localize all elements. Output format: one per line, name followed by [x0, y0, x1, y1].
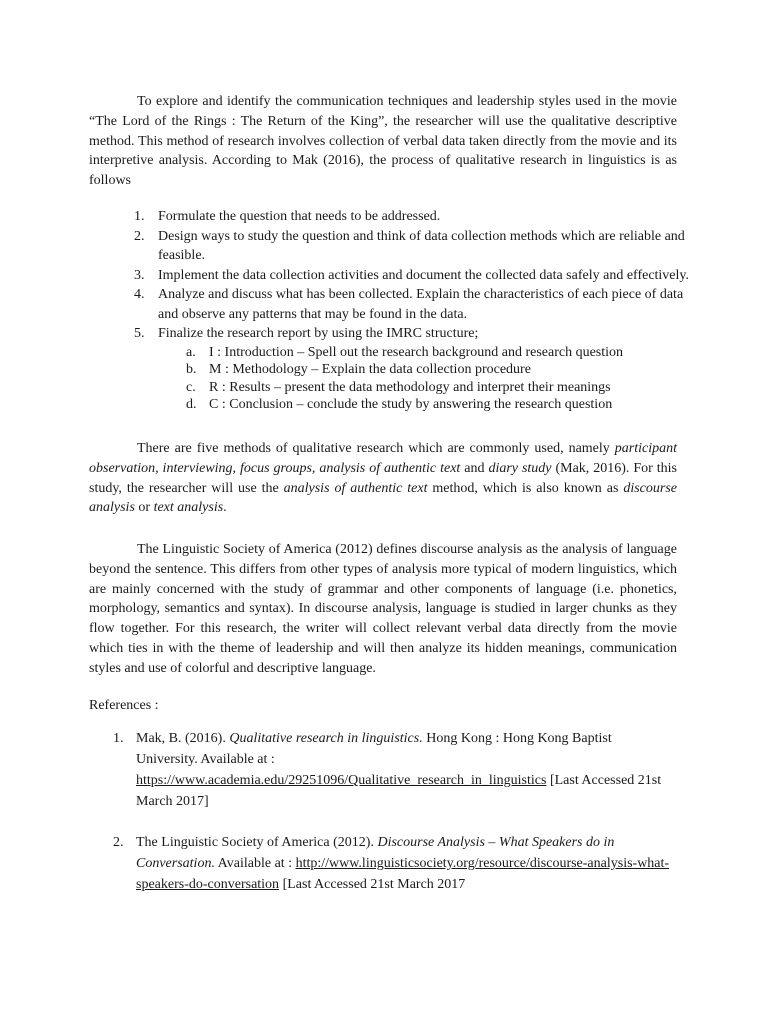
reference-title: Qualitative research in linguistics.: [229, 731, 423, 746]
reference-title: Discourse Analysis – What Speakers do in Conversation.: [136, 835, 615, 871]
list-number: 5.: [134, 326, 145, 341]
reference-author: The Linguistic Society of America (2012).: [136, 835, 378, 850]
references-list: [113, 728, 673, 915]
list-item: [134, 227, 694, 266]
lsa-paragraph: The Linguistic Society of America (2012) defines discourse analysis as the analysis of language beyond the sentence. This differs from other types of analysis more typical of modern linguistics, which are mainly concerned with the study of grammar and other components of language (i.e. phonetics, morphology, semantics and syntax). In discourse analysis, language is studied in larger chunks as they flow together. For this research, the writer will collect relevant verbal data directly from the movie which ties in with the theme of leadership and will then analyze its hidden meanings, communication styles and use of colorful and descriptive language.: [89, 542, 677, 676]
methods-paragraph: [89, 439, 677, 518]
sublist-letter: b.: [186, 362, 197, 377]
sublist-item-text: R : Results – present the data methodology and interpret their meanings: [209, 379, 611, 395]
sublist-item-text: C : Conclusion – conclude the study by answering the research question: [209, 397, 613, 412]
list-item-text: Analyze and discuss what has been collected. Explain the characteristics of each piece of data and observe any patterns that may be found in the data.: [158, 287, 684, 322]
sublist-item: [158, 361, 694, 379]
list-item: [134, 285, 694, 324]
chosen-method-italic: analysis of authentic text: [283, 480, 428, 496]
reference-accessed: [Last Accessed 21st March 2017: [279, 877, 466, 892]
imrc-sublist: [158, 344, 694, 414]
reference-publisher: Hong Kong : Hong Kong Baptist University. Available at :: [136, 731, 612, 767]
methods-text: (Mak, 2016). For this study, the researcher will use the: [89, 460, 677, 496]
sublist-item: [158, 344, 694, 362]
text-analysis-italic: text analysis: [153, 500, 224, 516]
list-item-text: Design ways to study the question and think of data collection methods which are reliable and feasible.: [158, 228, 685, 263]
reference-number: 2.: [113, 835, 124, 850]
list-number: 2.: [134, 228, 145, 244]
list-item-text: Finalize the research report by using the IMRC structure;: [158, 326, 479, 341]
reference-accessed: [Last Accessed 21st March 2017]: [136, 773, 662, 809]
period-text: .: [223, 500, 227, 516]
list-item-text: Formulate the question that needs to be addressed.: [158, 209, 441, 224]
conjunction-text: and: [460, 460, 489, 476]
reference-link[interactable]: https://www.academia.edu/29251096/Qualitative_research_in_linguistics: [136, 773, 547, 788]
list-item-text: Implement the data collection activities and document the collected data safely and effectively.: [158, 267, 690, 283]
list-item: [134, 207, 694, 227]
reference-link[interactable]: http://www.linguisticsociety.org/resource/discourse-analysis-what-speakers-do-conversation: [136, 856, 670, 892]
research-steps-list: [134, 207, 694, 414]
sublist-item: [158, 396, 694, 414]
reference-author: Mak, B. (2016).: [136, 731, 230, 746]
list-item: [134, 266, 694, 286]
discourse-analysis-italic: discourse analysis: [89, 480, 677, 516]
diary-study-italic: diary study: [488, 460, 552, 476]
list-number: 1.: [134, 209, 145, 224]
sublist-item-text: I : Introduction – Spell out the research background and research question: [209, 344, 624, 360]
sublist-item: [158, 379, 694, 397]
list-number: 3.: [134, 267, 145, 283]
references-heading: References :: [89, 698, 159, 713]
reference-publisher: Available at :: [214, 856, 296, 871]
methods-list-italic: participant observation, interviewing, focus groups, analysis of authentic text: [89, 441, 677, 476]
reference-item: [113, 728, 673, 812]
sublist-item-text: M : Methodology – Explain the data collection procedure: [209, 362, 531, 377]
sublist-letter: d.: [186, 397, 197, 412]
conjunction-text: or: [134, 500, 154, 516]
intro-paragraph: To explore and identify the communication techniques and leadership styles used in the movie “The Lord of the Rings : The Return of the King”, the researcher will use the qualitative descriptive method. This method of research involves collection of verbal data taken directly from the movie and its interpretive analysis. According to Mak (2016), the process of qualitative research in linguistics is as follows: [89, 94, 677, 189]
methods-text: method, which is also known as: [427, 480, 624, 496]
sublist-letter: c.: [186, 379, 196, 395]
list-number: 4.: [134, 287, 145, 302]
reference-item: [113, 832, 673, 895]
sublist-letter: a.: [186, 344, 196, 360]
methods-text: There are five methods of qualitative research which are commonly used, namely: [137, 441, 615, 456]
list-item: [134, 324, 694, 414]
reference-number: 1.: [113, 731, 124, 746]
